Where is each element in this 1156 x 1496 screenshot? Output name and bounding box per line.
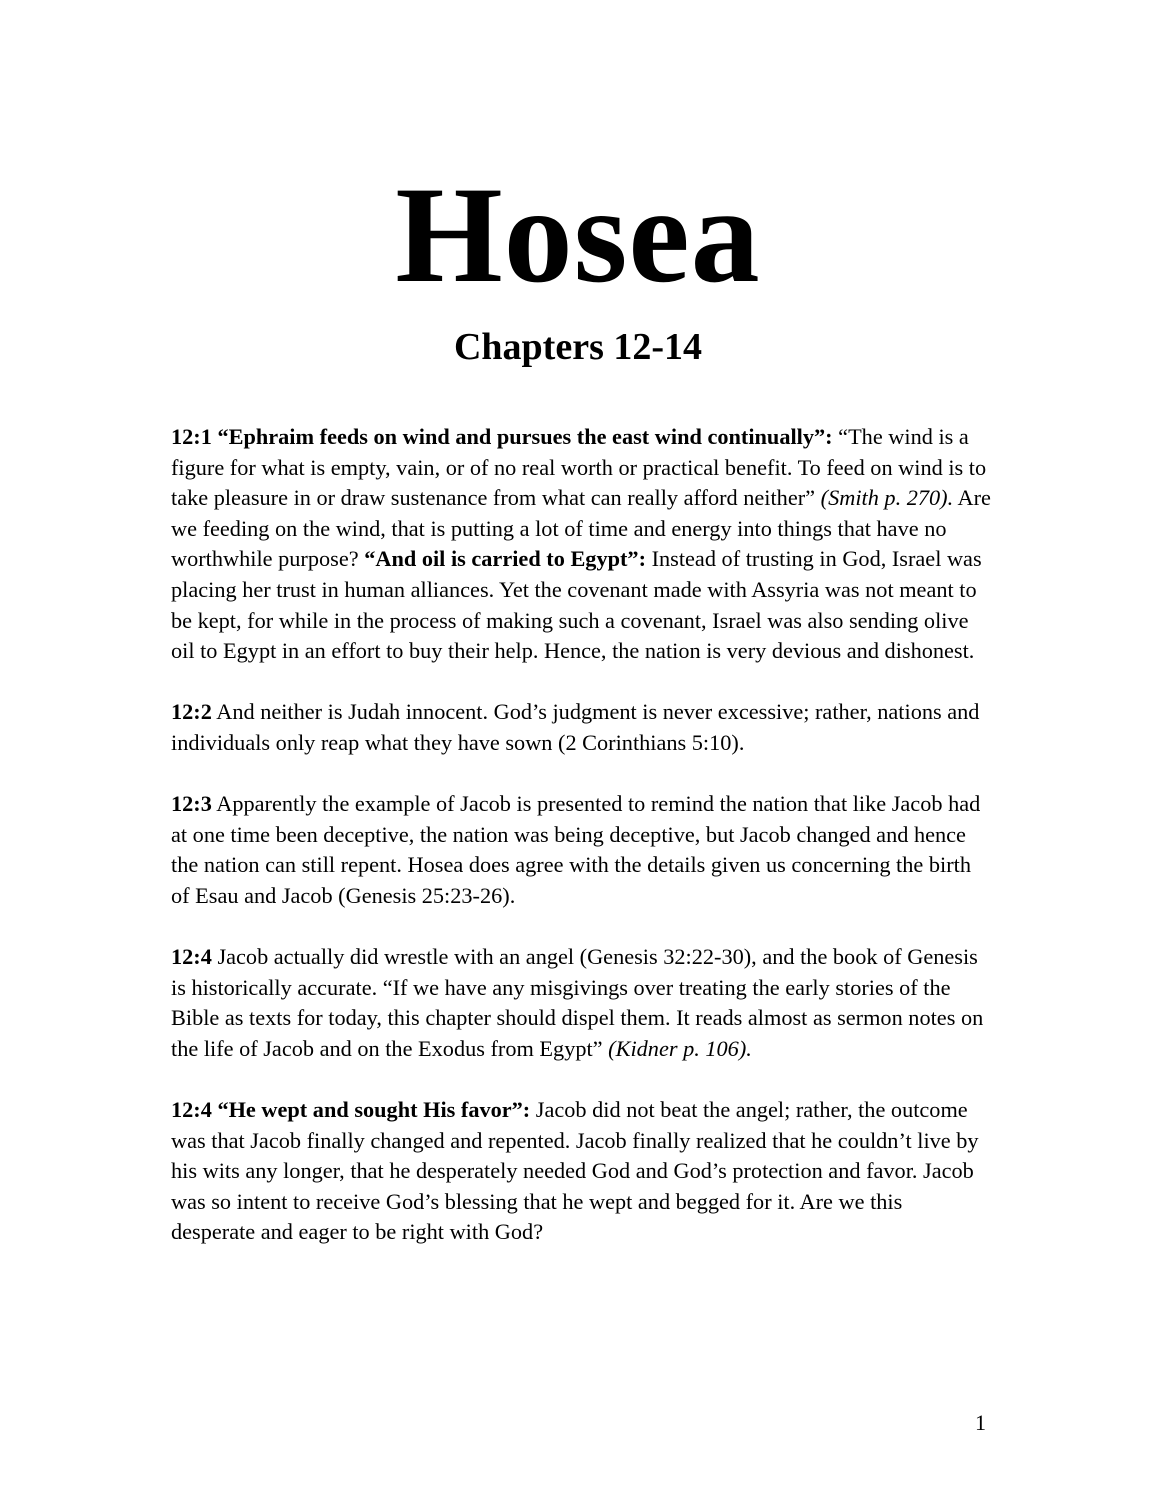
paragraph-12-2 — [171, 697, 991, 758]
paragraph-12-1 — [171, 422, 991, 667]
citation: (Smith p. 270). — [820, 485, 954, 511]
page-number: 1 — [975, 1410, 986, 1435]
citation: (Kidner p. 106). — [608, 1035, 752, 1061]
verse-phrase: “And oil is carried to Egypt”: — [364, 546, 647, 572]
paragraph-text: And neither is Judah innocent. God’s judgment is never excessive; rather, nations and individuals only reap what they have sown (2 Corinthians 5:10). — [171, 699, 980, 755]
commentary-body — [171, 422, 991, 1279]
paragraph-text: Are we feeding on the wind, that is putting a lot of time and energy into things that have no worthwhile purpose? — [171, 485, 991, 572]
paragraph-12-4-b — [171, 1095, 991, 1248]
paragraph-text: Jacob did not beat the angel; rather, the outcome was that Jacob finally changed and repented. Jacob finally realized that he couldn’t live by his wits any longer, that he desperately needed God and God’s protection and favor. Jacob was so intent to receive God’s blessing that he wept and begged for it. Are we this desperate and eager to be right with God? — [171, 1097, 979, 1245]
verse-heading: 12:1 “Ephraim feeds on wind and pursues the east wind continually”: — [171, 424, 833, 449]
paragraph-text: Jacob actually did wrestle with an angel (Genesis 32:22-30), and the book of Genesis is historically accurate. “If we have any misgivings over treating the early stories of the Bible as texts for today, this chapter should dispel them. It reads almost as sermon notes on the life of Jacob and on the Exodus from Egypt” — [171, 944, 984, 1061]
verse-heading: 12:3 — [171, 791, 212, 817]
paragraph-text: “The wind is a figure for what is empty, vain, or of no real worth or practical benefit. To feed on wind is to take pleasure in or draw sustenance from what can really afford neither” — [171, 424, 987, 511]
document-title: Hosea — [395, 158, 761, 311]
paragraph-text: Apparently the example of Jacob is presented to remind the nation that like Jacob had at one time been deceptive, the nation was being deceptive, but Jacob changed and hence the nation can still repent. Hosea does agree with the details given us concerning the birth of Esau and Jacob (Genesis 25:23-26). — [171, 791, 981, 908]
verse-heading: 12:2 — [171, 699, 212, 725]
verse-heading: 12:4 — [171, 944, 212, 970]
verse-heading: 12:4 “He wept and sought His favor”: — [171, 1097, 531, 1123]
paragraph-12-4-a — [171, 942, 991, 1064]
paragraph-text: Instead of trusting in God, Israel was placing her trust in human alliances. Yet the covenant made with Assyria was not meant to be kept, for while in the process of making such a covenant, Israel was also sending olive oil to Egypt in an effort to buy their help. Hence, the nation is very devious and dishonest. — [171, 546, 982, 664]
paragraph-12-3 — [171, 789, 991, 911]
document-subtitle: Chapters 12-14 — [453, 326, 703, 368]
